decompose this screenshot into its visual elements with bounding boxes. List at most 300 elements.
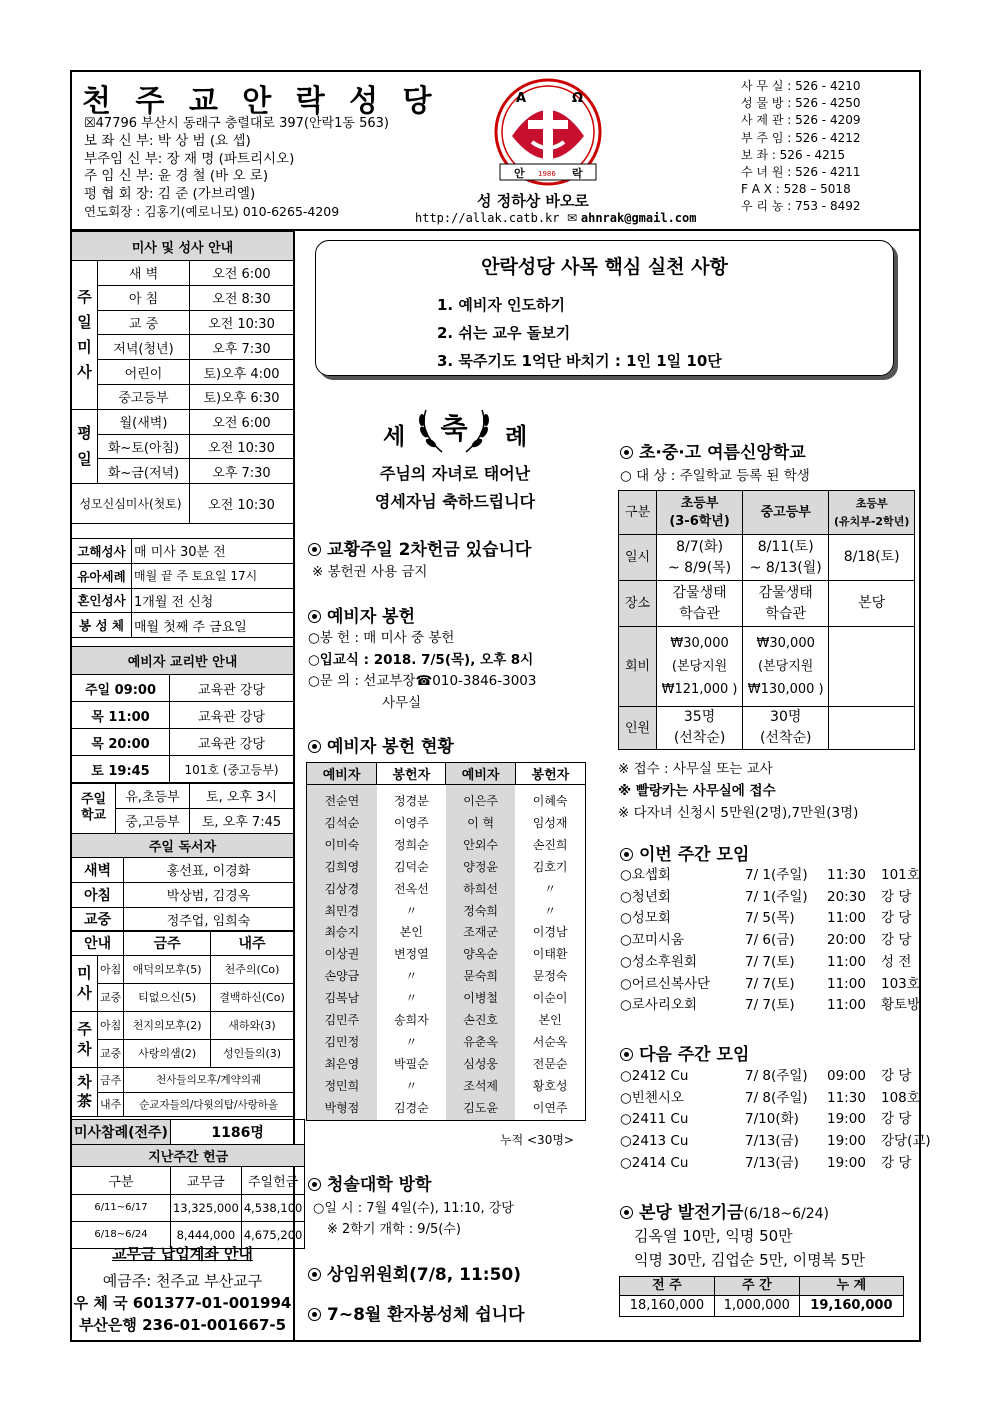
meeting-row	[620, 1109, 935, 1131]
catechumen-name: 문숙희	[446, 966, 515, 988]
school-time: 토, 오후 3시	[190, 784, 294, 809]
parish-title: 천 주 교 안 락 성 당	[82, 84, 439, 119]
phone-line: 보 좌 : 526 - 4215	[741, 147, 846, 162]
donor-name: 〃	[405, 991, 418, 1006]
account-line: 부산은행 236-01-001667-5	[78, 1316, 287, 1334]
donor-name: 〃	[405, 1078, 418, 1093]
guide-week: 금주	[98, 1067, 124, 1092]
camp-head: 초등부 (3-6학년)	[657, 491, 743, 535]
camp-row-label: 인원	[619, 707, 657, 750]
camp-head-row	[619, 491, 915, 535]
reader-names: 박상범, 김경옥	[124, 882, 294, 907]
mass-time: 오전 8:30	[190, 285, 294, 310]
fund-table	[619, 1276, 904, 1317]
status-head: 예비자	[446, 763, 515, 785]
meeting-row	[620, 952, 935, 974]
offering-tithe: 8,444,000	[170, 1221, 241, 1248]
meeting-date: 7/ 7(토)	[745, 975, 795, 992]
camp-table	[618, 490, 915, 750]
catechumen-name: 김석순	[307, 813, 377, 835]
meeting-name: ○청년회	[620, 888, 671, 905]
meeting-row	[620, 908, 935, 930]
donor-name: 이혜숙	[532, 794, 568, 808]
camp-row	[619, 627, 915, 707]
phone-line: 수 녀 원 : 526 - 4211	[741, 165, 861, 180]
core-item: 1. 예비자 인도하기	[437, 296, 566, 314]
status-row	[307, 988, 586, 1010]
mass-time: 토)오후 4:00	[190, 360, 294, 385]
parish-logo	[492, 74, 604, 190]
logo-an: 안	[514, 167, 525, 180]
sacrament-name: 혼인성사	[72, 588, 132, 613]
logo-rak: 락	[572, 167, 583, 180]
class-time: 목 11:00	[72, 702, 170, 729]
donor-name: 임성재	[532, 815, 568, 830]
camp-row	[619, 707, 915, 750]
account-line: 우 체 국 601377-01-001994	[73, 1294, 292, 1312]
offering-sunday: 4,538,100	[241, 1194, 305, 1221]
mass-time: 오전 6:00	[190, 409, 294, 434]
meeting-name: ○요셉회	[620, 867, 671, 883]
council-title: 상임위원회(7/8, 11:50)	[327, 1265, 522, 1285]
next-week-heading	[620, 1040, 749, 1065]
catechumen-name: 이상권	[307, 944, 377, 966]
mass-name: 아 침	[98, 285, 190, 310]
offer-heading	[308, 602, 415, 627]
school-dept: 중,고등부	[116, 808, 190, 833]
patron-saint: 성 정하상 바오로	[477, 192, 589, 210]
this-week-heading	[620, 840, 749, 865]
sunday-label: 주 일 미 사	[72, 261, 98, 410]
mass-time: 오후 7:30	[190, 335, 294, 360]
donor-name: 변정열	[393, 947, 429, 962]
guide-mass: 교중	[98, 983, 124, 1011]
camp-row-label: 일시	[619, 535, 657, 581]
core-item: 3. 묵주기도 1억단 바치기 : 1인 1일 10단	[437, 352, 722, 370]
status-row	[307, 1010, 586, 1032]
meeting-row	[620, 1088, 935, 1110]
catechumen-name: 정숙희	[446, 901, 515, 923]
guide-next: 결백하신(Co)	[211, 983, 294, 1011]
class-place: 101호 (중고등부)	[170, 756, 294, 783]
mass-name: 교 중	[98, 310, 190, 335]
baptism-line: 주님의 자녀로 태어난	[379, 464, 531, 483]
camp-cell: 감물생태 학습관	[657, 581, 743, 627]
meeting-time: 19:00	[827, 1111, 866, 1128]
staff-line: 주 임 신 부: 윤 경 철 (바 오 로)	[84, 168, 269, 185]
catechumen-name: 김복남	[307, 988, 377, 1010]
guide-head: 안내	[72, 931, 124, 956]
email-link[interactable]	[567, 211, 696, 225]
catechumen-name: 양옥순	[446, 944, 515, 966]
meeting-date: 7/ 7(토)	[745, 953, 795, 970]
class-time: 토 19:45	[72, 756, 170, 783]
donor-name: 이경남	[532, 925, 568, 940]
core-items	[437, 291, 722, 375]
meeting-time: 11:30	[827, 1089, 866, 1106]
baptism-center: 축	[440, 412, 468, 445]
catechumen-name: 양정윤	[446, 857, 515, 879]
donor-name: 김호기	[532, 859, 568, 874]
mass-name: 화~금(저녁)	[98, 459, 190, 484]
meeting-date: 7/ 7(토)	[745, 997, 795, 1014]
meeting-place: 101호	[881, 867, 920, 883]
camp-cell: 감물생태 학습관	[743, 581, 829, 627]
sacrament-name: 유아세례	[72, 563, 132, 588]
bullet-icon	[620, 848, 633, 861]
college-heading	[308, 1170, 431, 1195]
catechumen-name: 박형점	[307, 1098, 377, 1120]
sunday-school-table	[71, 783, 294, 834]
guide-mass: 아침	[98, 1011, 124, 1039]
fund-value: 18,160,000	[620, 1296, 715, 1317]
guide-this: 애덕의모후(5)	[124, 955, 211, 983]
reader-names: 홍선표, 이경화	[124, 858, 294, 883]
meeting-row	[620, 887, 935, 909]
catechumen-name: 심성웅	[446, 1054, 515, 1076]
meeting-place: 108호	[881, 1089, 920, 1106]
fund-donors	[634, 1224, 865, 1272]
meeting-name: ○2414 Cu	[620, 1154, 689, 1171]
meeting-date: 7/13(금)	[745, 1154, 799, 1171]
status-row	[307, 1098, 586, 1120]
phone-line: 사 무 실 : 526 - 4210	[741, 79, 861, 93]
core-item: 2. 쉬는 교우 돌보기	[437, 324, 571, 342]
meeting-row	[620, 1153, 935, 1175]
meeting-place: 성 전	[881, 953, 912, 970]
offer-line: ○입교식 : 2018. 7/5(목), 오후 8시	[308, 651, 534, 668]
fund-title: 본당 발전기금	[639, 1203, 744, 1223]
logo-omega: Ω	[572, 91, 584, 106]
baptism-message	[315, 460, 595, 516]
bullet-icon	[308, 740, 321, 753]
meeting-date: 7/ 1(주일)	[745, 867, 808, 883]
donor-name: 이연주	[532, 1100, 568, 1115]
next-week-table	[620, 1066, 935, 1175]
status-row	[307, 1032, 586, 1054]
donor-name: 문정숙	[532, 969, 568, 984]
offering-period: 6/11~6/17	[72, 1194, 171, 1221]
camp-cell: ₩30,000 (본당지원 ₩121,000 )	[657, 627, 743, 707]
sunday-school-label: 주일 학교	[72, 784, 116, 834]
camp-note: ※ 빨랑카는 사무실에 접수	[618, 783, 776, 799]
mass-name: 저녁(청년)	[98, 335, 190, 360]
readers-title: 주일 독서자	[72, 834, 294, 858]
camp-row-label: 장소	[619, 581, 657, 627]
mass-title: 미사 및 성사 안내	[72, 232, 294, 261]
meeting-row	[620, 1066, 935, 1088]
mail-icon: ✉	[567, 211, 581, 225]
mass-name: 화~토(아침)	[98, 434, 190, 459]
mass-time: 토)오후 6:30	[190, 384, 294, 409]
meeting-date: 7/13(금)	[745, 1133, 799, 1150]
catechumen-name: 최은영	[307, 1054, 377, 1076]
meeting-date: 7/ 8(주일)	[745, 1089, 808, 1106]
meeting-place: 황토방	[881, 997, 921, 1014]
guide-mass: 아침	[98, 955, 124, 983]
staff-line: 연도회장 : 김홍기(예로니모) 010-6265-4209	[84, 204, 340, 220]
meeting-time: 11:30	[827, 867, 866, 883]
mass-table	[71, 231, 294, 524]
donor-name: 정희순	[393, 837, 429, 852]
status-row	[307, 857, 586, 879]
guide-group-label: 미 사	[72, 955, 98, 1011]
meeting-date: 7/10(화)	[745, 1111, 799, 1128]
camp-head: 중고등부	[743, 491, 829, 535]
bullet-icon	[620, 446, 633, 459]
guide-this: 티없으신(5)	[124, 983, 211, 1011]
attendance-label: 미사참례(전주)	[72, 1120, 171, 1145]
offering-head: 교무금	[170, 1166, 241, 1194]
catechumen-name: 손양금	[307, 966, 377, 988]
donor-name: 김덕순	[393, 859, 429, 874]
bullet-icon	[620, 1048, 633, 1061]
catechumen-title: 예비자 교리반 안내	[72, 647, 294, 675]
catechumen-name: 김희영	[307, 857, 377, 879]
donor-name: 〃	[405, 903, 418, 918]
meeting-time: 20:30	[827, 888, 866, 905]
offering-sunday: 4,675,200	[241, 1221, 305, 1248]
catechumen-name: 이은주	[446, 785, 515, 813]
meeting-row	[620, 865, 935, 887]
baptism-line: 영세자님 축하드립니다	[374, 492, 536, 511]
class-time: 주일 09:00	[72, 675, 170, 702]
catechumen-name: 최민경	[307, 901, 377, 923]
fund-line: 김옥열 10만, 익명 50만	[634, 1227, 793, 1245]
status-title: 예비자 봉헌 현황	[327, 737, 454, 757]
status-row	[307, 835, 586, 857]
mass-time: 오전 10:30	[190, 310, 294, 335]
offering-head: 구분	[72, 1166, 171, 1194]
meeting-row	[620, 930, 935, 952]
guide-this: 사랑의샘(2)	[124, 1039, 211, 1067]
status-row	[307, 785, 586, 813]
donor-name: 본인	[399, 925, 423, 940]
papal-heading	[308, 535, 531, 560]
guide-tea: 천사들의모후/계약의궤	[124, 1067, 294, 1092]
attendance-value: 1186명	[170, 1120, 304, 1145]
staff-line: 부주임 신 부: 장 재 명 (파트리시오)	[84, 150, 295, 167]
phone-line: F A X : 528 – 5018	[741, 182, 851, 197]
meeting-time: 11:00	[827, 910, 866, 927]
reader-mass: 아침	[72, 882, 124, 907]
sacrament-name: 고해성사	[72, 539, 132, 564]
guide-next: 성인들의(3)	[211, 1039, 294, 1067]
catechumen-name: 하희선	[446, 879, 515, 901]
guide-table	[71, 930, 294, 1117]
college-line: ※ 2학기 개학 : 9/5(수)	[327, 1222, 461, 1237]
fund-period: (6/18~6/24)	[743, 1206, 829, 1222]
donor-name: 이순이	[532, 991, 568, 1006]
meeting-name: ○성소후원회	[620, 953, 697, 970]
website-link[interactable]: http://allak.catb.kr	[415, 211, 560, 225]
meeting-place: 강 당	[881, 888, 912, 905]
camp-cell: 35명 (선착순)	[657, 707, 743, 750]
catechumen-name: 김민정	[307, 1032, 377, 1054]
fund-line: 익명 30만, 김업순 5만, 이명복 5만	[634, 1251, 865, 1269]
meeting-time: 11:00	[827, 975, 866, 992]
account-line: 예금주: 천주교 부산교구	[102, 1272, 263, 1290]
meeting-time: 09:00	[827, 1068, 866, 1084]
donor-name: 이영주	[393, 815, 429, 830]
address: ☒47796 부산시 동래구 충렬대로 397(안락1동 563)	[84, 116, 389, 131]
mass-name: 새 벽	[98, 261, 190, 286]
camp-cell	[829, 627, 915, 707]
offer-line: ○봉 헌 : 매 미사 중 봉헌	[308, 630, 455, 646]
camp-cell	[829, 707, 915, 750]
meeting-place: 강 당	[881, 1111, 912, 1128]
sacrament-info: 1개월 전 신청	[132, 588, 294, 613]
meeting-place: 강 당	[881, 932, 912, 949]
staff-line: 보 좌 신 부: 박 상 범 (요 셉)	[84, 133, 251, 149]
account-title: 교무금 납입계좌 안내	[112, 1245, 253, 1263]
guide-group-label: 차 茶	[72, 1067, 98, 1117]
catechumen-name: 안외수	[446, 835, 515, 857]
fund-value: 19,160,000	[799, 1296, 903, 1317]
staff-list	[84, 133, 339, 221]
sacrament-info: 매월 첫째 주 금요일	[132, 613, 294, 638]
this-week-table	[620, 865, 935, 1017]
laurel-icon	[412, 398, 496, 458]
catechumen-name: 최승지	[307, 922, 377, 944]
heart-mass-time: 오전 10:30	[190, 484, 294, 524]
council-heading	[308, 1260, 521, 1285]
donor-name: 정경분	[393, 794, 429, 808]
reader-names: 정주업, 임희숙	[124, 907, 294, 932]
sacrament-info: 매월 끝 주 토요일 17시	[132, 563, 294, 588]
status-row	[307, 813, 586, 835]
weekday-label: 평 일	[72, 409, 98, 483]
camp-notes	[618, 758, 858, 824]
catechumen-name: 이 혁	[446, 813, 515, 835]
donor-name: 황호성	[532, 1078, 568, 1093]
camp-cell: 8/18(토)	[829, 535, 915, 581]
class-place: 교육관 강당	[170, 702, 294, 729]
mass-time: 오전 10:30	[190, 434, 294, 459]
class-place: 교육관 강당	[170, 729, 294, 756]
bullet-icon	[308, 1308, 321, 1321]
camp-note: ※ 접수 : 사무실 또는 교사	[618, 761, 773, 777]
camp-note-text: ※ 다자녀 신청시 5만원(2명),7만원(3명)	[618, 805, 859, 821]
status-head: 봉헌자	[377, 763, 446, 785]
mass-time: 오후 7:30	[190, 459, 294, 484]
heart-mass-name: 성모신심미사(첫토)	[72, 484, 190, 524]
fund-head: 누 계	[799, 1277, 903, 1296]
college-line: ○일 시 : 7월 4일(수), 11:10, 강당	[313, 1201, 514, 1216]
baptism-left: 세	[383, 424, 406, 450]
donor-name: 본인	[538, 1013, 562, 1028]
logo-year: 1986	[538, 170, 556, 178]
guide-week: 내주	[98, 1092, 124, 1117]
school-time: 토, 오후 7:45	[190, 808, 294, 833]
mass-name: 어린이	[98, 360, 190, 385]
camp-cell: ₩30,000 (본당지원 ₩130,000 )	[743, 627, 829, 707]
meeting-name: ○2413 Cu	[620, 1133, 689, 1150]
mass-name: 중고등부	[98, 384, 190, 409]
meeting-time: 20:00	[827, 932, 866, 949]
account-info	[71, 1270, 294, 1336]
camp-heading	[620, 438, 806, 463]
meeting-date: 7/ 8(주일)	[745, 1068, 808, 1084]
meeting-date: 7/ 6(금)	[745, 932, 795, 949]
offering-period: 6/18~6/24	[72, 1221, 171, 1248]
guide-head: 금주	[124, 931, 211, 956]
college-details	[313, 1198, 514, 1240]
meeting-name: ○성모회	[620, 910, 671, 927]
status-total: 누적 <30명>	[500, 1133, 574, 1147]
status-row	[307, 1054, 586, 1076]
meeting-row	[620, 995, 935, 1017]
meeting-row	[620, 974, 935, 996]
camp-cell: 본당	[829, 581, 915, 627]
fund-value: 1,000,000	[714, 1296, 799, 1317]
status-head: 봉헌자	[515, 763, 585, 785]
meeting-name: ○로사리오회	[620, 997, 697, 1014]
status-row	[307, 879, 586, 901]
meeting-place: 103호	[881, 975, 920, 992]
papal-title: 교황주일 2차헌금 있습니다	[327, 540, 532, 560]
meeting-time: 11:00	[827, 953, 866, 970]
meeting-name: ○어르신복사단	[620, 975, 711, 992]
bullet-icon	[308, 1268, 321, 1281]
phone-list	[741, 78, 860, 216]
status-row	[307, 901, 586, 923]
bullet-icon	[308, 610, 321, 623]
camp-note	[618, 802, 858, 824]
donor-name: 전옥선	[393, 881, 429, 896]
offering-title: 지난주간 헌금	[72, 1144, 305, 1166]
meeting-name: ○2412 Cu	[620, 1068, 689, 1084]
class-place: 교육관 강당	[170, 675, 294, 702]
meeting-date: 7/ 1(주일)	[745, 888, 808, 905]
guide-this: 천지의모후(2)	[124, 1011, 211, 1039]
donor-name: 김경순	[393, 1100, 429, 1115]
meeting-name: ○빈첸시오	[620, 1089, 684, 1106]
reader-mass: 교중	[72, 907, 124, 932]
bullet-icon	[308, 543, 321, 556]
catechumen-name: 이병철	[446, 988, 515, 1010]
donor-name: 이태환	[532, 947, 568, 962]
fund-heading	[620, 1198, 829, 1223]
bullet-icon	[308, 1178, 321, 1191]
sacrament-info: 매 미사 30분 전	[132, 539, 294, 564]
catechumen-name: 유춘옥	[446, 1032, 515, 1054]
guide-mass: 교중	[98, 1039, 124, 1067]
guide-next: 새하와(3)	[211, 1011, 294, 1039]
phone-line: 사 제 관 : 526 - 4209	[741, 113, 861, 128]
meeting-name: ○2411 Cu	[620, 1111, 689, 1128]
catechumen-name: 조재군	[446, 922, 515, 944]
school-dept: 유,초등부	[116, 784, 190, 809]
baptism-right: 례	[505, 424, 528, 450]
catechumen-name: 전순연	[307, 785, 377, 813]
this-week-title: 이번 주간 모임	[639, 845, 750, 865]
offer-line: ○문 의 : 선교부장☎010-3846-3003	[308, 673, 537, 689]
catechumen-table	[71, 646, 294, 783]
guide-head: 내주	[211, 931, 294, 956]
logo-alpha: A	[516, 91, 527, 106]
status-row	[307, 1076, 586, 1098]
donor-name: 송희자	[393, 1013, 429, 1028]
status-row	[307, 966, 586, 988]
donor-name: 서순옥	[532, 1034, 568, 1049]
meeting-time: 19:00	[827, 1133, 866, 1150]
catechumen-name: 김상경	[307, 879, 377, 901]
donor-name: 손진희	[532, 837, 568, 852]
next-week-title: 다음 주간 모임	[639, 1045, 750, 1065]
status-table	[306, 762, 586, 1121]
donor-name: 〃	[544, 881, 557, 896]
